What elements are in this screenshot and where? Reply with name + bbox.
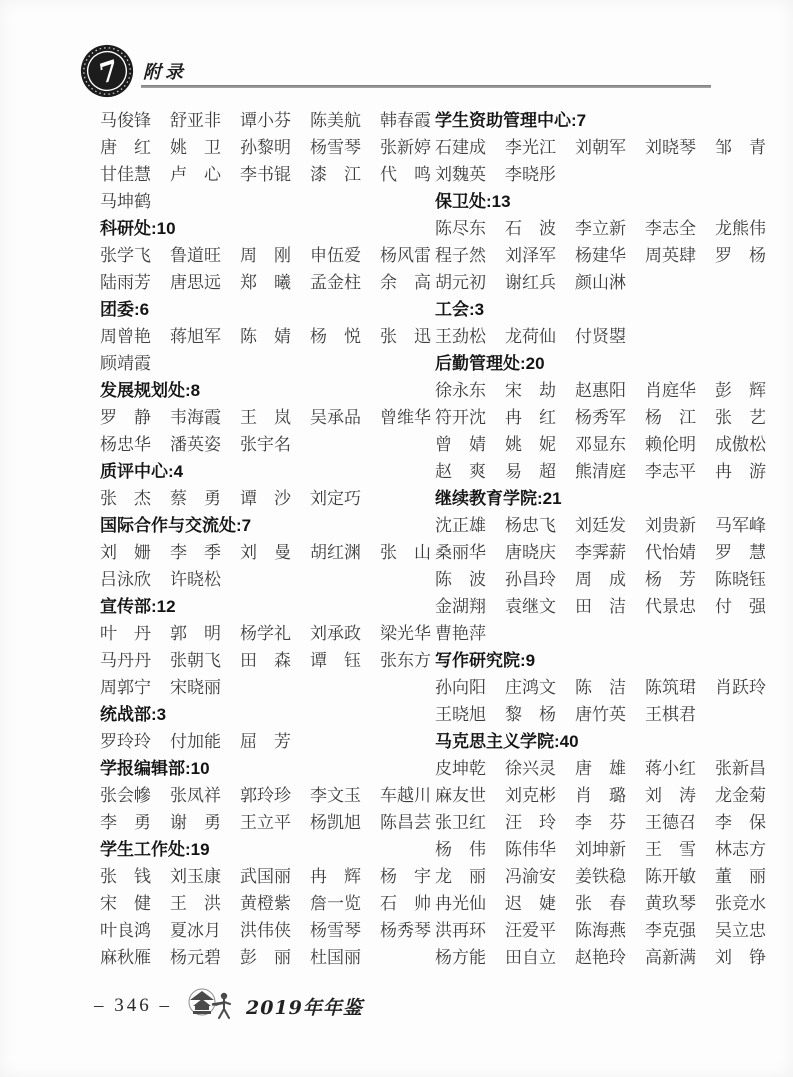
person-name: 梁光华	[380, 624, 431, 643]
name-row	[100, 269, 433, 296]
person-name: 罗 杨	[715, 246, 766, 265]
person-name: 田 森	[240, 651, 291, 670]
person-name: 代景忠	[645, 597, 696, 616]
person-name: 杨 芳	[645, 570, 696, 589]
person-name: 董 丽	[715, 867, 766, 886]
name-row	[100, 566, 433, 593]
person-name: 叶 丹	[100, 624, 151, 643]
person-name: 甘佳慧	[100, 165, 151, 184]
person-name: 舒亚非	[170, 111, 221, 130]
person-name: 杨 悦	[310, 327, 361, 346]
name-row	[100, 620, 433, 647]
person-name: 陈 波	[435, 570, 486, 589]
person-name: 吴立忠	[715, 921, 766, 940]
person-name: 杨忠飞	[505, 516, 556, 535]
person-name: 冉 游	[715, 462, 766, 481]
person-name: 张 钱	[100, 867, 151, 886]
person-name: 罗玲玲	[100, 732, 151, 751]
person-name: 陈尽东	[435, 219, 486, 238]
person-name: 曾 婧	[435, 435, 486, 454]
person-name: 王晓旭	[435, 705, 486, 724]
person-name: 麻友世	[435, 786, 486, 805]
name-row	[100, 539, 433, 566]
person-name: 彭 丽	[240, 948, 291, 967]
name-row	[435, 431, 770, 458]
person-name: 林志方	[715, 840, 766, 859]
person-name: 张宇名	[240, 435, 291, 454]
person-name: 成傲松	[715, 435, 766, 454]
name-row	[100, 809, 433, 836]
name-row	[100, 917, 433, 944]
person-name: 张 迅	[380, 327, 431, 346]
section-header: 继续教育学院:21	[435, 489, 562, 508]
person-name: 刘定巧	[310, 489, 361, 508]
person-name: 刘 曼	[240, 543, 291, 562]
person-name: 谢 勇	[170, 813, 221, 832]
person-name: 王 洪	[170, 894, 221, 913]
person-name: 谭 钰	[310, 651, 361, 670]
person-name: 李克强	[645, 921, 696, 940]
yearbook-emblem-icon	[186, 987, 238, 1025]
person-name: 杨 伟	[435, 840, 486, 859]
person-name: 张会幓	[100, 786, 151, 805]
name-row	[100, 782, 433, 809]
person-name: 汪爱平	[505, 921, 556, 940]
person-name: 刘泽军	[505, 246, 556, 265]
section-header: 马克思主义学院:40	[435, 732, 579, 751]
person-name: 李 保	[715, 813, 766, 832]
name-row	[435, 782, 770, 809]
person-name: 刘玉康	[170, 867, 221, 886]
name-row	[435, 242, 770, 269]
section-header: 后勤管理处:20	[435, 354, 545, 373]
person-name: 李 季	[170, 543, 221, 562]
person-name: 杨元碧	[170, 948, 221, 967]
person-name: 邓显东	[575, 435, 626, 454]
person-name: 王 雪	[645, 840, 696, 859]
person-name: 孙向阳	[435, 678, 486, 697]
person-name: 陈伟华	[505, 840, 556, 859]
person-name: 刘克彬	[505, 786, 556, 805]
person-name: 马俊锋	[100, 111, 151, 130]
person-name: 卢 心	[170, 165, 221, 184]
person-name: 韦海霞	[170, 408, 221, 427]
person-name: 庄鸿文	[505, 678, 556, 697]
person-name: 许晓松	[170, 570, 221, 589]
person-name: 姚 妮	[505, 435, 556, 454]
person-name: 谭小芬	[240, 111, 291, 130]
person-name: 杨秀琴	[380, 921, 431, 940]
section-header: 学生资助管理中心:7	[435, 111, 587, 130]
person-name: 刘贵新	[645, 516, 696, 535]
person-name: 陆雨芳	[100, 273, 151, 292]
person-name: 张卫红	[435, 813, 486, 832]
person-name: 罗 慧	[715, 543, 766, 562]
name-row	[435, 512, 770, 539]
name-row	[100, 161, 433, 188]
person-name: 汪 玲	[505, 813, 556, 832]
person-name: 黄玖琴	[645, 894, 696, 913]
name-row	[100, 647, 433, 674]
person-name: 周郭宁	[100, 678, 151, 697]
name-row	[435, 134, 770, 161]
person-name: 周 成	[575, 570, 626, 589]
person-name: 韩春霞	[380, 111, 431, 130]
section-header: 宣传部:12	[100, 597, 176, 616]
name-row	[435, 755, 770, 782]
section-header: 学报编辑部:10	[100, 759, 210, 778]
person-name: 姚 卫	[170, 138, 221, 157]
person-name: 沈正雄	[435, 516, 486, 535]
person-name: 吴承品	[310, 408, 361, 427]
name-row	[435, 944, 770, 971]
person-name: 石 波	[505, 219, 556, 238]
name-row	[100, 431, 433, 458]
person-name: 宋 劫	[505, 381, 556, 400]
person-name: 陈昌芸	[380, 813, 431, 832]
name-row	[435, 863, 770, 890]
person-name: 孟金柱	[310, 273, 361, 292]
section-header: 写作研究院:9	[435, 651, 536, 670]
person-name: 王劲松	[435, 327, 486, 346]
person-name: 吕泳欣	[100, 570, 151, 589]
person-name: 陈开敏	[645, 867, 696, 886]
person-name: 郑 曦	[240, 273, 291, 292]
person-name: 杨学礼	[240, 624, 291, 643]
person-name: 徐永东	[435, 381, 486, 400]
person-name: 周 刚	[240, 246, 291, 265]
name-row	[100, 863, 433, 890]
person-name: 张 杰	[100, 489, 151, 508]
name-row	[100, 107, 433, 134]
person-name: 李志全	[645, 219, 696, 238]
person-name: 武国丽	[240, 867, 291, 886]
person-name: 屈 芳	[240, 732, 291, 751]
name-row	[435, 458, 770, 485]
person-name: 代怡婧	[645, 543, 696, 562]
person-name: 付贤曌	[575, 327, 626, 346]
yearbook-title: 2019年年鉴	[246, 996, 363, 1019]
person-name: 刘 姗	[100, 543, 151, 562]
person-name: 唐 红	[100, 138, 151, 157]
person-name: 宋晓丽	[170, 678, 221, 697]
person-name: 杨建华	[575, 246, 626, 265]
person-name: 刘晓琴	[645, 138, 696, 157]
person-name: 李书锟	[240, 165, 291, 184]
person-name: 邹 青	[715, 138, 766, 157]
person-name: 郭玲珍	[240, 786, 291, 805]
person-name: 杜国丽	[310, 948, 361, 967]
person-name: 谭 沙	[240, 489, 291, 508]
person-name: 李霁薪	[575, 543, 626, 562]
name-row	[435, 215, 770, 242]
person-name: 张 春	[575, 894, 626, 913]
person-name: 申伍爱	[310, 246, 361, 265]
person-name: 马军峰	[715, 516, 766, 535]
person-name: 张新婷	[380, 138, 431, 157]
person-name: 张凤祥	[170, 786, 221, 805]
name-row	[435, 377, 770, 404]
person-name: 李志平	[645, 462, 696, 481]
person-name: 石 帅	[380, 894, 431, 913]
name-row	[435, 269, 770, 296]
person-name: 李 勇	[100, 813, 151, 832]
person-name: 符开沈	[435, 408, 486, 427]
name-row	[435, 404, 770, 431]
name-row	[100, 674, 433, 701]
person-name: 刘廷发	[575, 516, 626, 535]
person-name: 陈筑珺	[645, 678, 696, 697]
name-row	[435, 701, 770, 728]
person-name: 潘英姿	[170, 435, 221, 454]
person-name: 余 高	[380, 273, 431, 292]
name-row	[435, 323, 770, 350]
person-name: 陈 洁	[575, 678, 626, 697]
section-header: 质评中心:4	[100, 462, 184, 481]
person-name: 曾维华	[380, 408, 431, 427]
person-name: 蔡 勇	[170, 489, 221, 508]
name-row	[435, 890, 770, 917]
person-name: 田 洁	[575, 597, 626, 616]
person-name: 桑丽华	[435, 543, 486, 562]
person-name: 周曾艳	[100, 327, 151, 346]
person-name: 车越川	[380, 786, 431, 805]
person-name: 李立新	[575, 219, 626, 238]
person-name: 刘坤新	[575, 840, 626, 859]
person-name: 付 强	[715, 597, 766, 616]
person-name: 谢红兵	[505, 273, 556, 292]
name-row	[100, 944, 433, 971]
section-header: 科研处:10	[100, 219, 176, 238]
person-name: 李光江	[505, 138, 556, 157]
person-name: 王棋君	[645, 705, 696, 724]
person-name: 杨方能	[435, 948, 486, 967]
person-name: 迟 婕	[505, 894, 556, 913]
person-name: 胡元初	[435, 273, 486, 292]
person-name: 龙金菊	[715, 786, 766, 805]
seal-numeral: 7	[94, 55, 123, 91]
person-name: 皮坤乾	[435, 759, 486, 778]
person-name: 李文玉	[310, 786, 361, 805]
person-name: 张朝飞	[170, 651, 221, 670]
name-row	[435, 674, 770, 701]
person-name: 陈美航	[310, 111, 361, 130]
person-name: 詹一览	[310, 894, 361, 913]
person-name: 冉光仙	[435, 894, 486, 913]
left-column	[100, 107, 433, 971]
person-name: 石建成	[435, 138, 486, 157]
name-row	[100, 323, 433, 350]
name-row	[100, 485, 433, 512]
section-header: 国际合作与交流处:7	[100, 516, 252, 535]
person-name: 夏冰月	[170, 921, 221, 940]
person-name: 杨 宇	[380, 867, 431, 886]
right-column	[435, 107, 770, 971]
person-name: 肖 璐	[575, 786, 626, 805]
person-name: 龙 丽	[435, 867, 486, 886]
person-name: 罗 静	[100, 408, 151, 427]
person-name: 冯渝安	[505, 867, 556, 886]
name-row	[100, 188, 433, 215]
person-name: 陈 婧	[240, 327, 291, 346]
person-name: 杨风雷	[380, 246, 431, 265]
person-name: 袁继文	[505, 597, 556, 616]
person-name: 彭 辉	[715, 381, 766, 400]
person-name: 颜山淋	[575, 273, 626, 292]
name-row	[435, 161, 770, 188]
person-name: 孙黎明	[240, 138, 291, 157]
person-name: 杨雪琴	[310, 921, 361, 940]
person-name: 洪伟侠	[240, 921, 291, 940]
person-name: 蒋旭军	[170, 327, 221, 346]
person-name: 黄橙紫	[240, 894, 291, 913]
section-header: 团委:6	[100, 300, 150, 319]
name-row	[100, 728, 433, 755]
person-name: 张东方	[380, 651, 431, 670]
person-name: 郭 明	[170, 624, 221, 643]
university-seal-icon	[78, 42, 136, 100]
name-row	[100, 890, 433, 917]
content-columns	[100, 107, 770, 971]
person-name: 李 芬	[575, 813, 626, 832]
person-name: 杨凯旭	[310, 813, 361, 832]
name-row	[100, 242, 433, 269]
person-name: 付加能	[170, 732, 221, 751]
person-name: 赵惠阳	[575, 381, 626, 400]
name-row	[100, 350, 433, 377]
page-number: – 346 –	[94, 995, 172, 1016]
person-name: 王德召	[645, 813, 696, 832]
section-header: 发展规划处:8	[100, 381, 201, 400]
name-row	[435, 836, 770, 863]
person-name: 张新昌	[715, 759, 766, 778]
person-name: 刘 铮	[715, 948, 766, 967]
person-name: 高新满	[645, 948, 696, 967]
page-title: 附录	[143, 62, 187, 83]
person-name: 肖庭华	[645, 381, 696, 400]
name-row	[435, 593, 770, 620]
person-name: 刘魏英	[435, 165, 486, 184]
section-header: 统战部:3	[100, 705, 167, 724]
person-name: 程子然	[435, 246, 486, 265]
person-name: 杨秀军	[575, 408, 626, 427]
name-row	[435, 539, 770, 566]
person-name: 龙熊伟	[715, 219, 766, 238]
person-name: 王 岚	[240, 408, 291, 427]
person-name: 胡红渊	[310, 543, 361, 562]
person-name: 肖跃玲	[715, 678, 766, 697]
person-name: 陈晓钰	[715, 570, 766, 589]
person-name: 冉 红	[505, 408, 556, 427]
name-row	[435, 566, 770, 593]
person-name: 赖伦明	[645, 435, 696, 454]
person-name: 田自立	[505, 948, 556, 967]
person-name: 张 艺	[715, 408, 766, 427]
person-name: 龙荷仙	[505, 327, 556, 346]
name-row	[435, 620, 770, 647]
person-name: 杨忠华	[100, 435, 151, 454]
page-footer	[94, 986, 363, 1026]
person-name: 叶良鸿	[100, 921, 151, 940]
person-name: 唐竹英	[575, 705, 626, 724]
person-name: 曹艳萍	[435, 624, 486, 643]
person-name: 漆 江	[310, 165, 361, 184]
person-name: 张竞水	[715, 894, 766, 913]
person-name: 顾靖霞	[100, 354, 151, 373]
person-name: 刘 涛	[645, 786, 696, 805]
person-name: 代 鸣	[380, 165, 431, 184]
person-name: 唐 雄	[575, 759, 626, 778]
person-name: 唐晓庆	[505, 543, 556, 562]
person-name: 鲁道旺	[170, 246, 221, 265]
person-name: 洪再环	[435, 921, 486, 940]
person-name: 张 山	[380, 543, 431, 562]
name-row	[435, 917, 770, 944]
person-name: 黎 杨	[505, 705, 556, 724]
section-header: 保卫处:13	[435, 192, 511, 211]
person-name: 麻秋雁	[100, 948, 151, 967]
person-name: 徐兴灵	[505, 759, 556, 778]
person-name: 孙昌玲	[505, 570, 556, 589]
person-name: 宋 健	[100, 894, 151, 913]
person-name: 刘朝军	[575, 138, 626, 157]
person-name: 马坤鹤	[100, 192, 151, 211]
person-name: 金湖翔	[435, 597, 486, 616]
name-row	[100, 404, 433, 431]
person-name: 冉 辉	[310, 867, 361, 886]
header-rule	[141, 85, 711, 88]
person-name: 马丹丹	[100, 651, 151, 670]
section-header: 学生工作处:19	[100, 840, 210, 859]
name-row	[435, 809, 770, 836]
person-name: 陈海燕	[575, 921, 626, 940]
person-name: 张学飞	[100, 246, 151, 265]
person-name: 赵 爽	[435, 462, 486, 481]
section-header: 工会:3	[435, 300, 485, 319]
person-name: 熊清庭	[575, 462, 626, 481]
person-name: 易 超	[505, 462, 556, 481]
person-name: 王立平	[240, 813, 291, 832]
person-name: 姜铁稳	[575, 867, 626, 886]
person-name: 周英肆	[645, 246, 696, 265]
name-row	[100, 134, 433, 161]
person-name: 杨雪琴	[310, 138, 361, 157]
person-name: 刘承政	[310, 624, 361, 643]
person-name: 赵艳玲	[575, 948, 626, 967]
person-name: 蒋小红	[645, 759, 696, 778]
person-name: 李晓彤	[505, 165, 556, 184]
person-name: 唐思远	[170, 273, 221, 292]
person-name: 杨 江	[645, 408, 696, 427]
